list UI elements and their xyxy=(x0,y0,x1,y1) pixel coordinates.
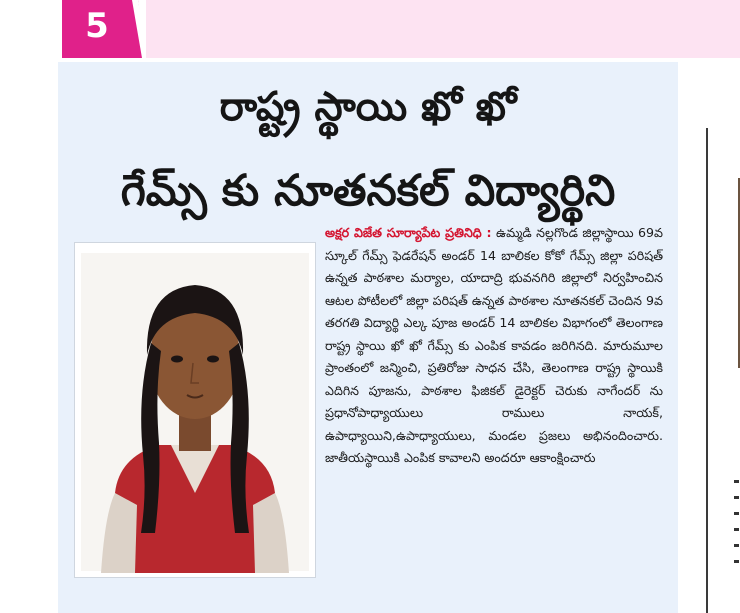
adjacent-article-text-edge xyxy=(734,480,740,600)
news-article xyxy=(58,62,678,613)
article-paragraph xyxy=(325,222,663,470)
header-strip xyxy=(146,0,740,58)
page-number: 5 xyxy=(85,6,109,46)
article-body xyxy=(325,222,663,470)
column-divider xyxy=(706,128,708,613)
headline-line-2: గేమ్స్ కు నూతనకల్ విద్యార్థిని xyxy=(120,166,616,216)
student-portrait-image xyxy=(75,243,315,577)
student-photo xyxy=(74,242,316,578)
article-body-text: ఉమ్మడి నల్లగొండ జిల్లాస్థాయి 69వ స్కూల్ గేమ్స్ ఫెడరేషన్ అండర్ 14 బాలికల కోకో గేమ్స్ జిల్లా పరిషత్ ఉన్నత పాఠశాల మర్యాల, యాదాద్రి భువనగిరి జిల్లాలో నిర్వహించిన ఆటల పోటీలలో జిల్లా పరిషత్ ఉన్నత పాఠశాల నూతనకల్ చెందిన 9వ తరగతి విద్యార్థి ఎల్క పూజ అండర్ 14 బాలికల విభాగంలో తెలంగాణ రాష్ట్ర స్థాయి ఖో ఖో గేమ్స్ కు ఎంపిక కావడం జరిగినది. మారుమూల ప్రాంతంలో జన్మించి, ప్రతిరోజు సాధన చేసి, తెలంగాణ రాష్ట్ర స్థాయికి ఎదిగిన పూజను, పాఠశాల ఫిజికల్ డైరెక్టర్ చెరుకు నాగేందర్ ను ప్రధానోపాధ్యాయులు రాములు నాయక్, ఉపాధ్యాయిని,ఉపాధ్యాయులు, మండల ప్రజలు అభినందించారు. జాతీయస్థాయికి ఎంపిక కావాలని అందరూ ఆకాంక్షించారు xyxy=(325,225,663,465)
dateline: అక్షర విజేత సూర్యాపేట ప్రతినిధి : xyxy=(325,225,492,240)
headline-line-1: రాష్ట్ర స్థాయి ఖో ఖో xyxy=(219,84,517,130)
page-number-badge xyxy=(62,0,146,58)
